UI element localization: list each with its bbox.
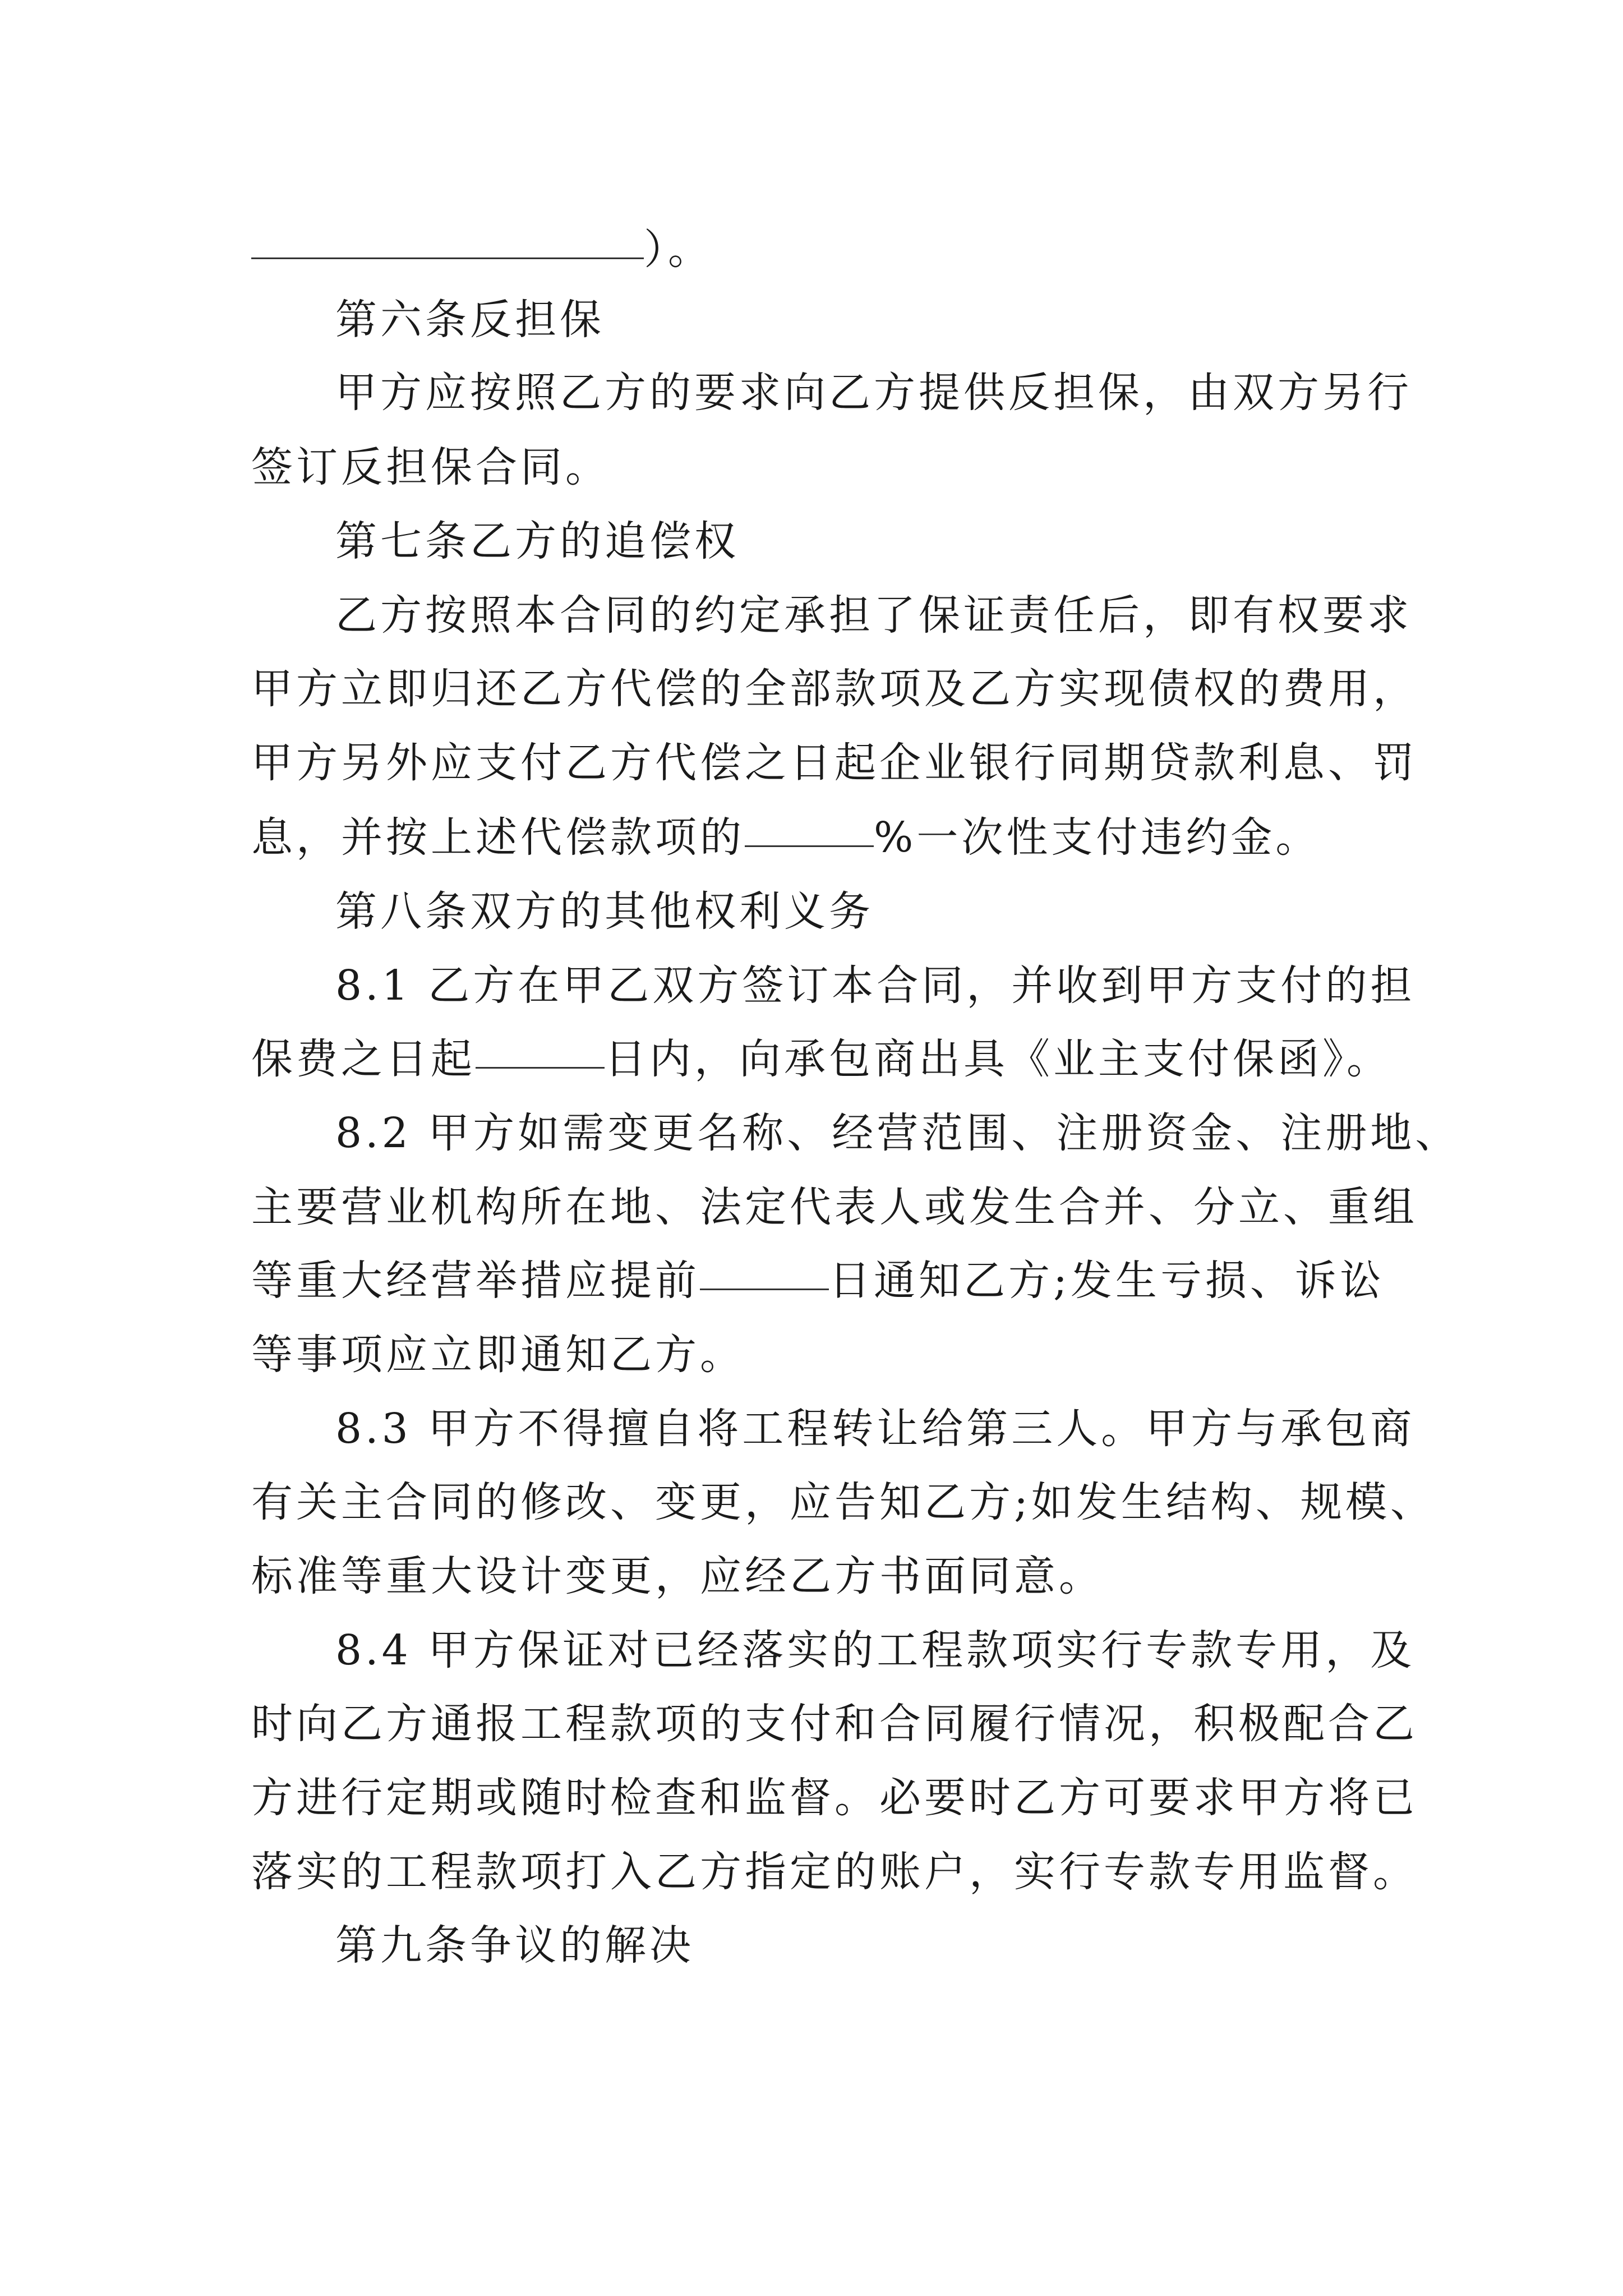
text-line: 甲方另外应支付乙方代偿之日起企业银行同期贷款利息、罚 (251, 739, 1418, 787)
fill-in-blank (476, 1067, 605, 1069)
text-line: 有关主合同的修改、变更，应告知乙方;如发生结构、规模、 (251, 1478, 1435, 1526)
fill-in-blank (251, 257, 644, 259)
text-line: 8.1 乙方在甲乙双方签订本合同，并收到甲方支付的担 (335, 961, 1415, 1010)
line-text: 日通知乙方;发生亏损、诉讼 (829, 1257, 1385, 1305)
text-line: 甲方应按照乙方的要求向乙方提供反担保，由双方另行 (335, 369, 1412, 417)
fill-in-blank (700, 1289, 829, 1290)
text-line (251, 809, 1320, 866)
line-text: 等重大经营举措应提前 (251, 1257, 700, 1305)
text-line: 方进行定期或随时检查和监督。必要时乙方可要求甲方将已 (251, 1774, 1418, 1822)
section-heading-8: 第八条双方的其他权利义务 (335, 887, 874, 936)
text-line: 等事项应立即通知乙方。 (251, 1331, 745, 1379)
text-line: 乙方按照本合同的约定承担了保证责任后，即有权要求 (335, 591, 1412, 639)
text-line: 甲方立即归还乙方代偿的全部款项及乙方实现债权的费用， (251, 665, 1418, 713)
line-text: 日内，向承包商出具《业主支付保函》。 (605, 1035, 1391, 1083)
text-line: 8.3 甲方不得擅自将工程转让给第三人。甲方与承包商 (335, 1405, 1415, 1453)
text-line: 主要营业机构所在地、法定代表人或发生合并、分立、重组 (251, 1183, 1418, 1231)
line-text: 保费之日起 (251, 1035, 476, 1083)
text-line: 签订反担保合同。 (251, 443, 610, 491)
text-line: 8.4 甲方保证对已经落实的工程款项实行专款专用，及 (335, 1626, 1415, 1674)
text-line (251, 1031, 1391, 1087)
text-line (251, 1253, 1385, 1309)
text-line: 8.2 甲方如需变更名称、经营范围、注册资金、注册地、 (335, 1109, 1460, 1157)
text-line: 标准等重大设计变更，应经乙方书面同意。 (251, 1552, 1104, 1600)
text-line (251, 222, 713, 278)
fill-in-blank (745, 845, 874, 847)
text-line: 落实的工程款项打入乙方指定的账户，实行专款专用监督。 (251, 1848, 1418, 1896)
line-text: ）。 (644, 226, 713, 274)
section-heading-9: 第九条争议的解决 (335, 1921, 694, 1970)
section-heading-6: 第六条反担保 (335, 296, 605, 344)
section-heading-7: 第七条乙方的追偿权 (335, 517, 739, 565)
line-text: 息，并按上述代偿款项的 (251, 813, 745, 862)
text-line: 时向乙方通报工程款项的支付和合同履行情况，积极配合乙 (251, 1700, 1418, 1748)
line-text: %一次性支付违约金。 (874, 813, 1321, 862)
